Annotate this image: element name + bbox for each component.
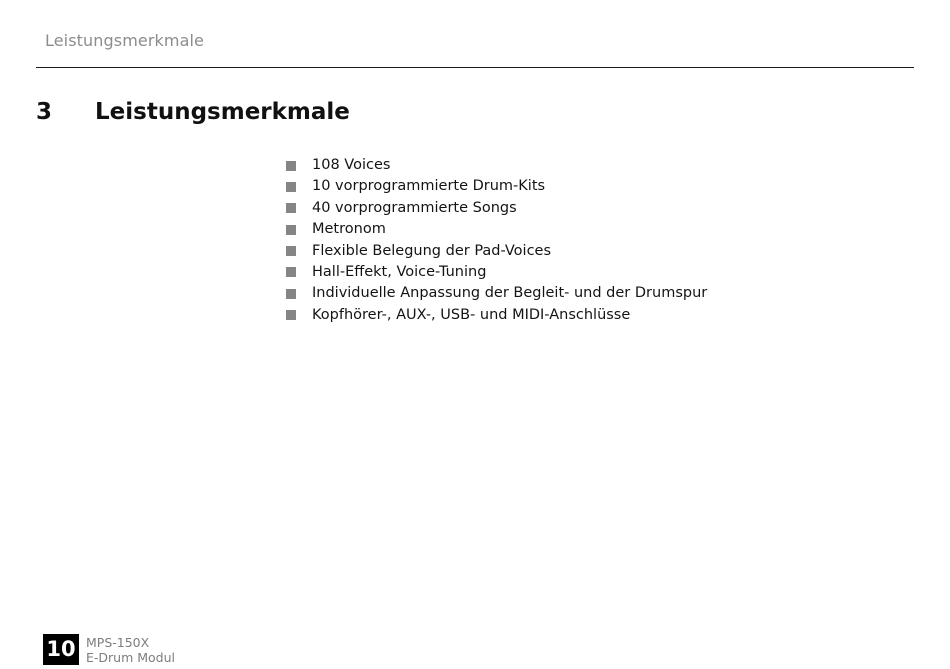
section-heading	[36, 99, 350, 125]
list-item-text: 108 Voices	[312, 157, 391, 173]
bullet-square-icon	[286, 289, 296, 299]
footer-product-info	[86, 635, 175, 665]
bullet-square-icon	[286, 225, 296, 235]
section-number: 3	[36, 99, 53, 125]
list-item	[286, 198, 707, 219]
section-title: Leistungsmerkmale	[95, 99, 350, 125]
list-item	[286, 305, 707, 326]
list-item	[286, 219, 707, 240]
bullet-square-icon	[286, 310, 296, 320]
bullet-square-icon	[286, 203, 296, 213]
list-item	[286, 176, 707, 197]
header-divider	[36, 67, 914, 68]
list-item-text: Individuelle Anpassung der Begleit- und der Drumspur	[312, 285, 708, 302]
list-item	[286, 241, 707, 262]
running-header: Leistungsmerkmale	[45, 31, 204, 50]
bullet-square-icon	[286, 246, 296, 256]
footer-model: MPS-150X	[86, 635, 150, 650]
footer-product: E-Drum Modul	[86, 650, 176, 665]
feature-list	[286, 155, 707, 326]
list-item-text: Flexible Belegung der Pad-Voices	[312, 242, 552, 259]
list-item-text: 40 vorprogrammierte Songs	[312, 199, 517, 216]
bullet-square-icon	[286, 182, 296, 192]
list-item	[286, 283, 707, 304]
list-item	[286, 262, 707, 283]
list-item	[286, 155, 707, 176]
list-item-text: 10 vorprogrammierte Drum-Kits	[312, 178, 546, 195]
list-item-text: Metronom	[312, 221, 386, 238]
list-item-text: Hall-Effekt, Voice-Tuning	[312, 263, 487, 280]
bullet-square-icon	[286, 161, 296, 171]
bullet-square-icon	[286, 267, 296, 277]
list-item-text: Kopfhörer-, AUX-, USB- und MIDI-Anschlüsse	[312, 306, 631, 323]
page-number: 10	[43, 634, 79, 665]
